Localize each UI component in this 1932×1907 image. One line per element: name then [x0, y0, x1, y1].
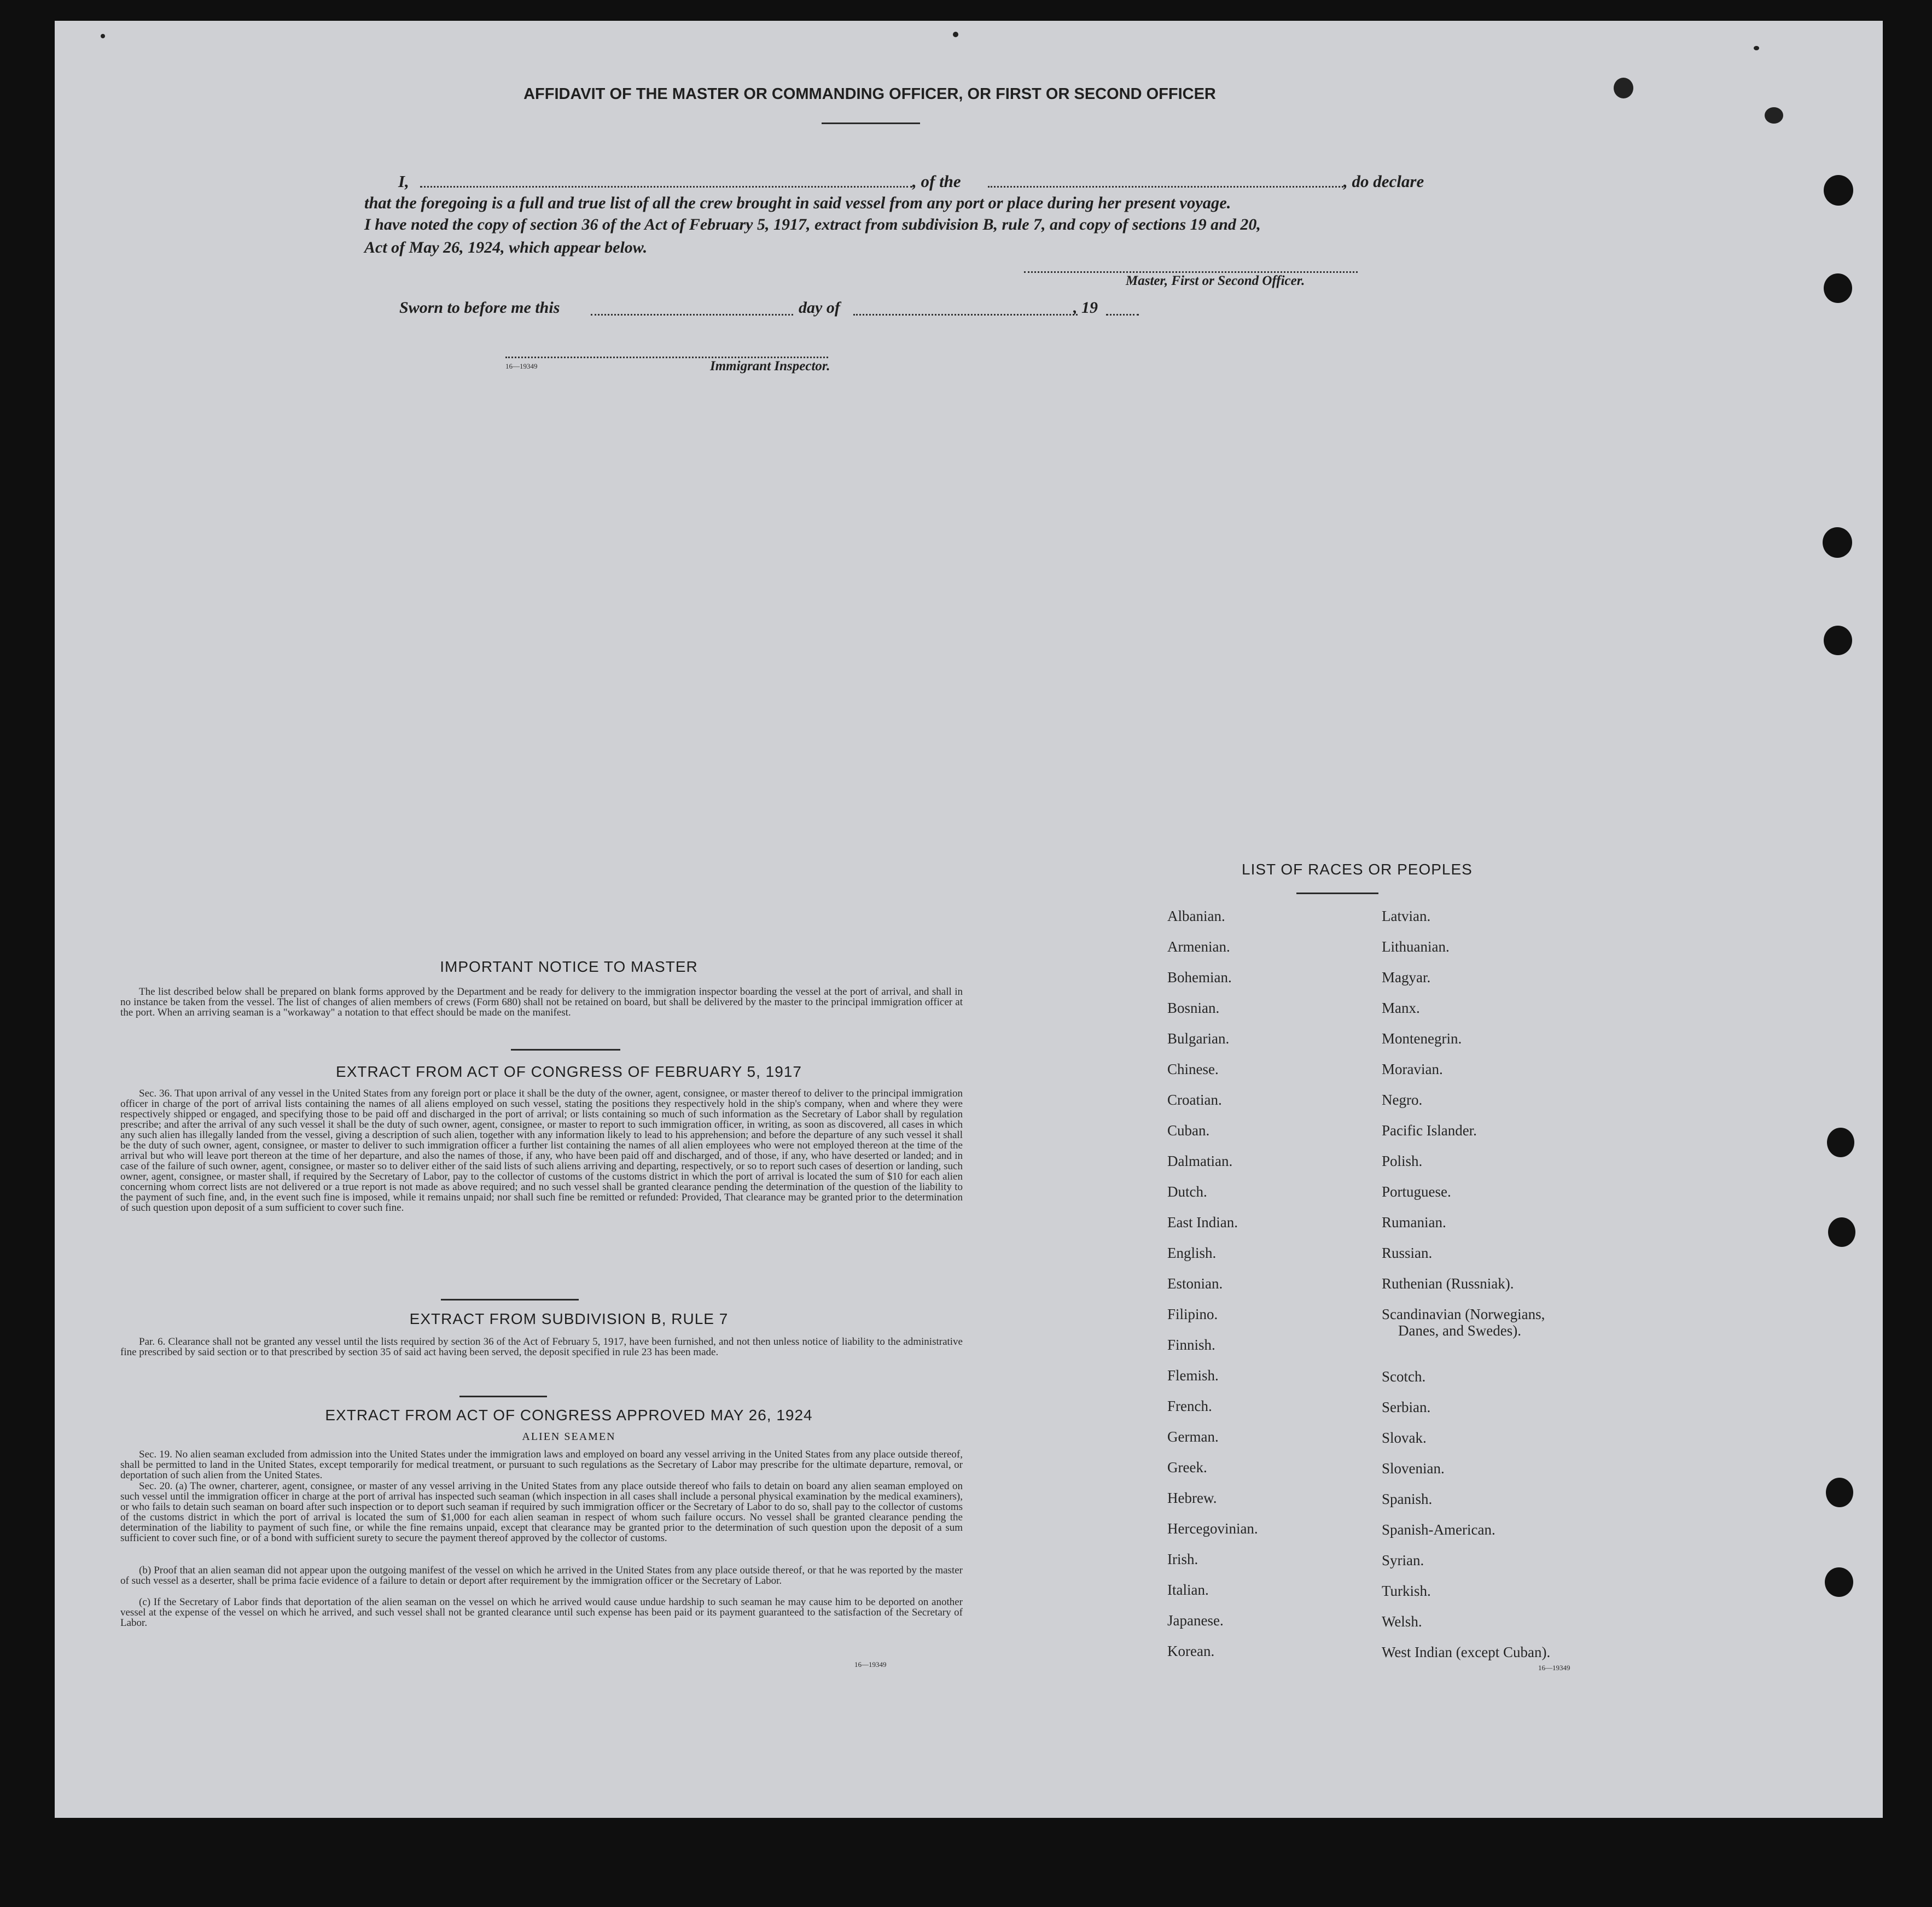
paper-speck [1754, 46, 1759, 50]
binder-hole [1825, 1567, 1853, 1597]
extract-1924-subtitle: ALIEN SEAMEN [522, 1431, 616, 1443]
race-item: Irish. [1167, 1551, 1198, 1567]
binder-hole [1826, 1478, 1853, 1507]
affidavit-i: I, [398, 172, 409, 191]
race-item: Korean. [1167, 1643, 1215, 1659]
binder-hole [1827, 1128, 1854, 1157]
race-item: German. [1167, 1428, 1219, 1445]
extract-1917-rule [441, 1299, 579, 1301]
race-item: Moravian. [1382, 1061, 1443, 1077]
notice-rule [511, 1049, 620, 1051]
affidavit-declare: , do declare [1343, 172, 1424, 191]
race-item: Scotch. [1382, 1368, 1426, 1385]
extract-1924-form-number: 16—19349 [854, 1660, 887, 1669]
paper-speck [1765, 107, 1783, 124]
sworn-month-blank[interactable] [853, 314, 1078, 316]
master-signature-blank[interactable] [1024, 271, 1358, 273]
race-item: Dutch. [1167, 1183, 1207, 1200]
races-form-number: 16—19349 [1538, 1664, 1570, 1672]
day-of-text: day of [799, 299, 840, 317]
race-item: Magyar. [1382, 969, 1431, 985]
race-item: Welsh. [1382, 1613, 1422, 1630]
race-item: Manx. [1382, 1000, 1420, 1016]
race-item: Portuguese. [1382, 1183, 1451, 1200]
affidavit-line-2: that the foregoing is a full and true list of all the crew brought in said vessel from any port or place during her present voyage. [364, 194, 1231, 212]
race-item: Latvian. [1382, 908, 1431, 924]
paper-speck [953, 32, 958, 37]
race-item: Spanish-American. [1382, 1521, 1495, 1538]
race-item: English. [1167, 1245, 1217, 1261]
race-item: Spanish. [1382, 1491, 1433, 1507]
race-item: Chinese. [1167, 1061, 1219, 1077]
race-item: Bulgarian. [1167, 1030, 1230, 1047]
races-rule [1296, 893, 1378, 894]
notice-title: IMPORTANT NOTICE TO MASTER [440, 958, 698, 975]
affidavit-line-4: Act of May 26, 1924, which appear below. [364, 238, 648, 256]
extract-rule7-title: EXTRACT FROM SUBDIVISION B, RULE 7 [409, 1310, 729, 1327]
extract-1924-sec19: Sec. 19. No alien seaman excluded from admission into the United States under the immigration laws and employed on board any vessel arriving in the United States from any place outside thereof, shall be permitted to land in the United States, except temporarily for medical treatment, or pursuant to such regulations as the Secretary of Labor may prescribe for the ultimate departure, removal, or deportation of such alien from the United States. [120, 1449, 963, 1481]
sworn-text: Sworn to before me this [399, 299, 560, 317]
race-item: Russian. [1382, 1245, 1433, 1261]
race-item: Rumanian. [1382, 1214, 1446, 1230]
affidavit-form-number: 16—19349 [505, 362, 538, 370]
extract-1924-sec20b: (b) Proof that an alien seaman did not appear upon the outgoing manifest of the vessel on which he arrived in the United States from any place outside thereof, or that he was reported by the master of such vessel as a deserter, shall be prima facie evidence of a failure to detain or deport after requirement by the immigration officer or the Secretary of Labor. [120, 1565, 963, 1587]
race-item: Polish. [1382, 1153, 1423, 1169]
extract-1917-title: EXTRACT FROM ACT OF CONGRESS OF FEBRUARY 5, 1917 [336, 1063, 802, 1080]
binder-hole [1824, 175, 1853, 206]
inspector-signature-blank[interactable] [505, 357, 828, 358]
race-item: Estonian. [1167, 1275, 1223, 1292]
master-label: Master, First or Second Officer. [1126, 273, 1305, 288]
sworn-year-blank[interactable] [1106, 314, 1139, 316]
race-item: Greek. [1167, 1459, 1207, 1476]
vessel-name-blank[interactable] [988, 186, 1343, 188]
extract-1924-title: EXTRACT FROM ACT OF CONGRESS APPROVED MAY 26, 1924 [325, 1407, 813, 1424]
binder-hole [1824, 273, 1852, 303]
race-item: Lithuanian. [1382, 938, 1450, 955]
race-item: Croatian. [1167, 1092, 1222, 1108]
race-item: Syrian. [1382, 1552, 1424, 1568]
race-item: Flemish. [1167, 1367, 1219, 1384]
race-item: Slovenian. [1382, 1460, 1445, 1477]
race-item: Cuban. [1167, 1122, 1210, 1139]
race-item: French. [1167, 1398, 1212, 1414]
paper-speck [101, 34, 105, 38]
title-rule [822, 123, 920, 124]
race-item: Italian. [1167, 1582, 1209, 1598]
binder-hole [1828, 1217, 1855, 1247]
affidavit-of-the: , of the [912, 172, 961, 191]
race-item: Hercegovinian. [1167, 1520, 1258, 1537]
affidavit-title: AFFIDAVIT OF THE MASTER OR COMMANDING OFFICER, OR FIRST OR SECOND OFFICER [523, 85, 1216, 103]
paper-speck [1614, 78, 1633, 98]
notice-text: The list described below shall be prepared on blank forms approved by the Department and be ready for delivery to the immigration inspector boarding the vessel at the port of arrival, and shall in no instance be taken from the vessel. The list of changes of alien members of crews (Form 680) shall not be retained on board, but shall be delivered by the master to the principal immigration officer at the port. When an arriving seaman is a "workaway" a notation to that effect should be made on the manifest. [120, 986, 963, 1018]
race-item: Danes, and Swedes). [1398, 1322, 1521, 1339]
extract-1924-sec20c: (c) If the Secretary of Labor finds that deportation of the alien seaman on the vessel on which he arrived would cause undue hardship to such seaman he may cause him to be deported on another vessel at the expense of the vessel on which he arrived, and such vessel shall not be granted clearance until such expense has been paid or its payment guaranteed to the satisfaction of the Secretary of Labor. [120, 1596, 963, 1629]
race-item: Hebrew. [1167, 1490, 1217, 1506]
race-item: East Indian. [1167, 1214, 1238, 1230]
extract-rule7-rule [459, 1396, 547, 1397]
binder-hole [1824, 626, 1852, 655]
race-item: Armenian. [1167, 938, 1230, 955]
race-item: Serbian. [1382, 1399, 1431, 1415]
affidavit-line-3: I have noted the copy of section 36 of the Act of February 5, 1917, extract from subdivision B, rule 7, and copy of sections 19 and 20, [364, 215, 1261, 234]
race-item: Montenegrin. [1382, 1030, 1462, 1047]
race-item: Albanian. [1167, 908, 1225, 924]
race-item: Pacific Islander. [1382, 1122, 1477, 1139]
binder-hole [1823, 527, 1852, 558]
sworn-day-blank[interactable] [591, 314, 793, 316]
year-text: , 19 [1073, 299, 1098, 317]
race-item: West Indian (except Cuban). [1382, 1644, 1551, 1660]
race-item: Slovak. [1382, 1430, 1427, 1446]
races-title: LIST OF RACES OR PEOPLES [1242, 861, 1473, 878]
form-sheet [55, 21, 1883, 1818]
extract-1917-text: Sec. 36. That upon arrival of any vessel in the United States from any foreign port or place it shall be the duty of the owner, agent, consignee, or master thereof to deliver to the principal immigration officer in charge of the port of arrival lists containing the names of all aliens employed on such vessel, stating the positions they respectively hold in the ship's company, when and where they were respectively shipped or engaged, and specifying those to be paid off and discharged in the port of arrival; or lists containing so much of such information as the Secretary of Labor shall by regulation prescribe; and after the arrival of any such vessel it shall be the duty of such owner, agent, consignee, or master to report to such immigration officer, in writing, as soon as discovered, all cases in which any such alien has illegally landed from the vessel, giving a description of such alien, together with any information likely to lead to his apprehension; and before the departure of any such vessel it shall be the duty of such owner, agent, consignee, or master to deliver to such immigration officer a further list containing the names of all alien employees who were not employed thereon at the time of the arrival but who will leave port thereon at the time of her departure, and also the names of those, if any, who have been paid off and discharged, and of those, if any, who have deserted or landed; and in case of the failure of such owner, agent, consignee, or master so to deliver either of the said lists of such aliens arriving and departing, respectively, or so to report such cases of desertion or landing, such owner, agent, consignee, or master shall, if required by the Secretary of Labor, pay to the collector of customs of the customs district in which the port of arrival is located the sum of $10 for each alien concerning whom correct lists are not delivered or a true report is not made as above required; and no such vessel shall be granted clearance pending the determination of the question of the liability to the payment of such fine, and, in the event such fine is imposed, while it remains unpaid; nor shall such fine be remitted or refunded: Provided, That clearance may be granted prior to the determination of such question upon deposit of a sum sufficient to cover such fine. [120, 1088, 963, 1214]
race-item: Finnish. [1167, 1337, 1215, 1353]
race-item: Ruthenian (Russniak). [1382, 1275, 1514, 1292]
race-item: Bosnian. [1167, 1000, 1220, 1016]
race-item: Japanese. [1167, 1612, 1224, 1629]
race-item: Scandinavian (Norwegians, [1382, 1306, 1545, 1322]
race-item: Negro. [1382, 1092, 1423, 1108]
declarant-name-blank[interactable] [420, 186, 912, 188]
race-item: Bohemian. [1167, 969, 1232, 985]
race-item: Turkish. [1382, 1583, 1431, 1599]
inspector-label: Immigrant Inspector. [710, 359, 830, 374]
race-item: Filipino. [1167, 1306, 1218, 1322]
race-item: Dalmatian. [1167, 1153, 1233, 1169]
extract-1924-sec20a: Sec. 20. (a) The owner, charterer, agent, consignee, or master of any vessel arriving in the United States from any place outside thereof who fails to detain on board any alien seaman employed on such vessel until the immigration officer in charge at the port of arrival has inspected such seaman (which inspection in all cases shall include a personal physical examination by the medical examiners), or who fails to detain such seaman on board after such inspection or to deport such seaman if required by such immigration officer or the Secretary of Labor to do so, shall pay to the collector of customs of the customs district in which the port of arrival is located the sum of $1,000 for each alien seaman in respect of whom such failure occurs. No vessel shall be granted clearance pending the determination of the liability to payment of such fine, or while the fine remains unpaid, except that clearance may be granted prior to the determination of such question upon the deposit of a sum sufficient to cover such fine, or of a bond with sufficient surety to secure the payment thereof approved by the collector of customs. [120, 1480, 963, 1544]
extract-rule7-text: Par. 6. Clearance shall not be granted any vessel until the lists required by section 36 of the Act of February 5, 1917, have been furnished, and not then unless notice of liability to the administrative fine prescribed by said section or to that prescribed by section 35 of said act having been served, the deposit specified in rule 23 has been made. [120, 1336, 963, 1358]
